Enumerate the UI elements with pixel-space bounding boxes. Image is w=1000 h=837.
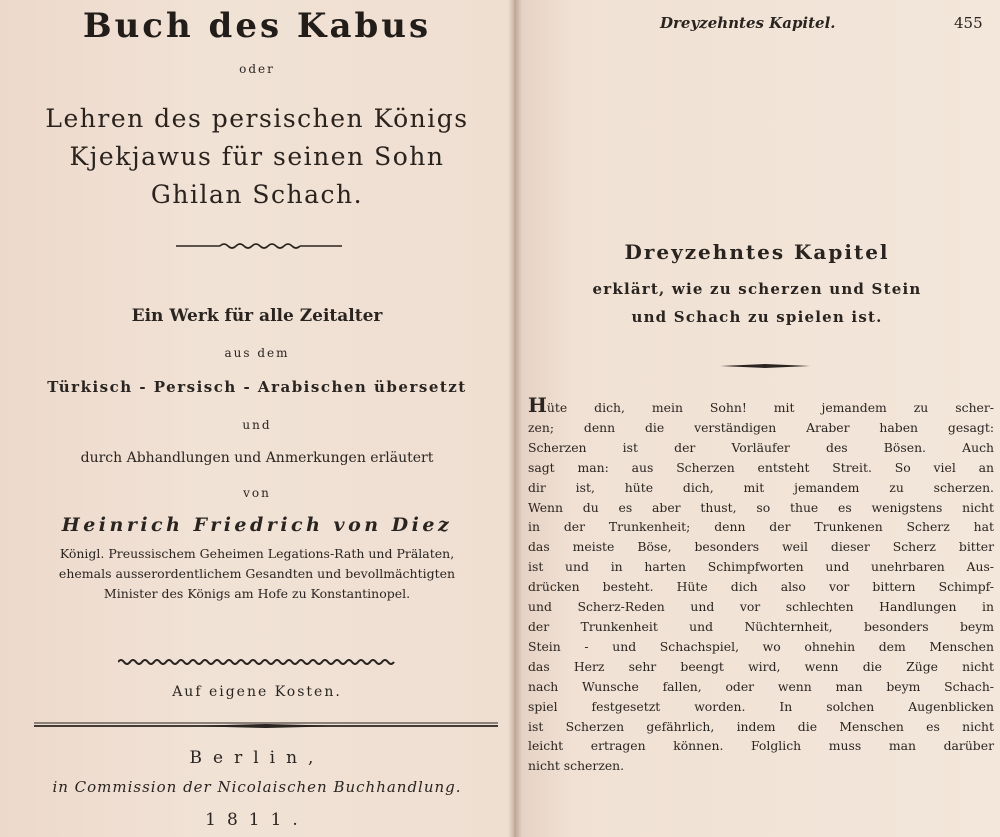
body-line: das Herz sehr beengt wird, wenn die Züge nicht: [528, 658, 994, 674]
und-line: und: [242, 418, 272, 432]
chapter-subtitle-line-1: erklärt, wie zu scherzen und Stein: [592, 280, 922, 298]
book-title: Buch des Kabus: [82, 6, 432, 46]
subtitle-line-1: Lehren des persischen Königs: [45, 104, 469, 133]
body-line: Hüte dich, mein Sohn! mit jemandem zu scher-: [528, 393, 994, 417]
wavy-rule: [118, 656, 398, 668]
chapter-title: Dreyzehntes Kapitel: [624, 240, 890, 264]
erlaeutert-line: durch Abhandlungen und Anmerkungen erläutert: [80, 450, 434, 466]
body-line: leicht ertragen können. Folglich muss man darüber: [528, 738, 994, 754]
werk-line: Ein Werk für alle Zeitalter: [131, 306, 383, 326]
chapter-body: [528, 393, 994, 776]
von-line: von: [243, 486, 271, 500]
body-line: nach Wunsche fallen, oder wenn man beym Schach-: [528, 678, 994, 694]
body-line: sagt man: aus Scherzen entsteht Streit. So viel an: [528, 459, 994, 475]
body-line: dir ist, hüte dich, mit jemandem zu scherzen.: [528, 479, 994, 495]
body-line: ist und in harten Schimpfworten und unehrbaren Aus-: [528, 559, 994, 575]
body-line: ist Scherzen gefährlich, indem die Menschen es nicht: [528, 718, 994, 734]
credential-line-2: ehemals ausserordentlichem Gesandten und bevollmächtigten: [58, 566, 456, 581]
credential-line-3: Minister des Königs am Hofe zu Konstantinopel.: [103, 586, 411, 601]
aus-dem-line: aus dem: [224, 346, 290, 360]
body-line: zen; denn die verständigen Araber haben gesagt:: [528, 419, 994, 435]
body-line: nicht scherzen.: [528, 758, 625, 774]
body-line: drücken besteht. Hüte dich also vor bittern Schimpf-: [528, 579, 994, 595]
running-head: Dreyzehntes Kapitel.: [660, 14, 836, 32]
languages-line: Türkisch - Persisch - Arabischen übersetzt: [47, 378, 467, 396]
body-line: spiel festgesetzt worden. In solchen Augenblicken: [528, 698, 994, 714]
drop-letter: H: [528, 393, 547, 417]
body-line: und Scherz-Reden und vor schlechten Handlungen in: [528, 599, 994, 615]
oder-text: oder: [239, 62, 275, 76]
chapter-ornament-rule: [720, 362, 810, 370]
place-line: Berlin,: [189, 748, 325, 768]
body-line: das meiste Böse, besonders weil dieser Scherz bitter: [528, 539, 994, 555]
subtitle-line-2: Kjekjawus für seinen Sohn: [69, 142, 445, 171]
body-line: Stein - und Schachspiel, wo ohnehin dem Menschen: [528, 638, 994, 654]
page-number: 455: [954, 14, 983, 32]
body-line: Wenn du es aber thust, so thue es wenigstens nicht: [528, 499, 994, 515]
publisher-line: in Commission der Nicolaischen Buchhandlung.: [52, 778, 462, 796]
book-gutter: [508, 0, 522, 837]
body-line: der Trunkenheit und Nüchternheit, besonders beym: [528, 618, 994, 634]
body-line: in der Trunkenheit; denn der Trunkenen Scherz hat: [528, 519, 994, 535]
kosten-line: Auf eigene Kosten.: [172, 684, 342, 700]
chapter-page: [514, 0, 1000, 837]
credential-line-1: Königl. Preussischem Geheimen Legations-Rath und Prälaten,: [59, 546, 455, 561]
ornament-rule-top: [174, 240, 344, 252]
author-name: Heinrich Friedrich von Diez: [61, 514, 453, 536]
body-line: Scherzen ist der Vorläufer des Bösen. Auch: [528, 439, 994, 455]
subtitle-line-3: Ghilan Schach.: [150, 180, 364, 209]
chapter-subtitle-line-2: und Schach zu spielen ist.: [631, 308, 883, 326]
double-rule: [34, 720, 498, 730]
year-line: 1811.: [205, 810, 309, 830]
